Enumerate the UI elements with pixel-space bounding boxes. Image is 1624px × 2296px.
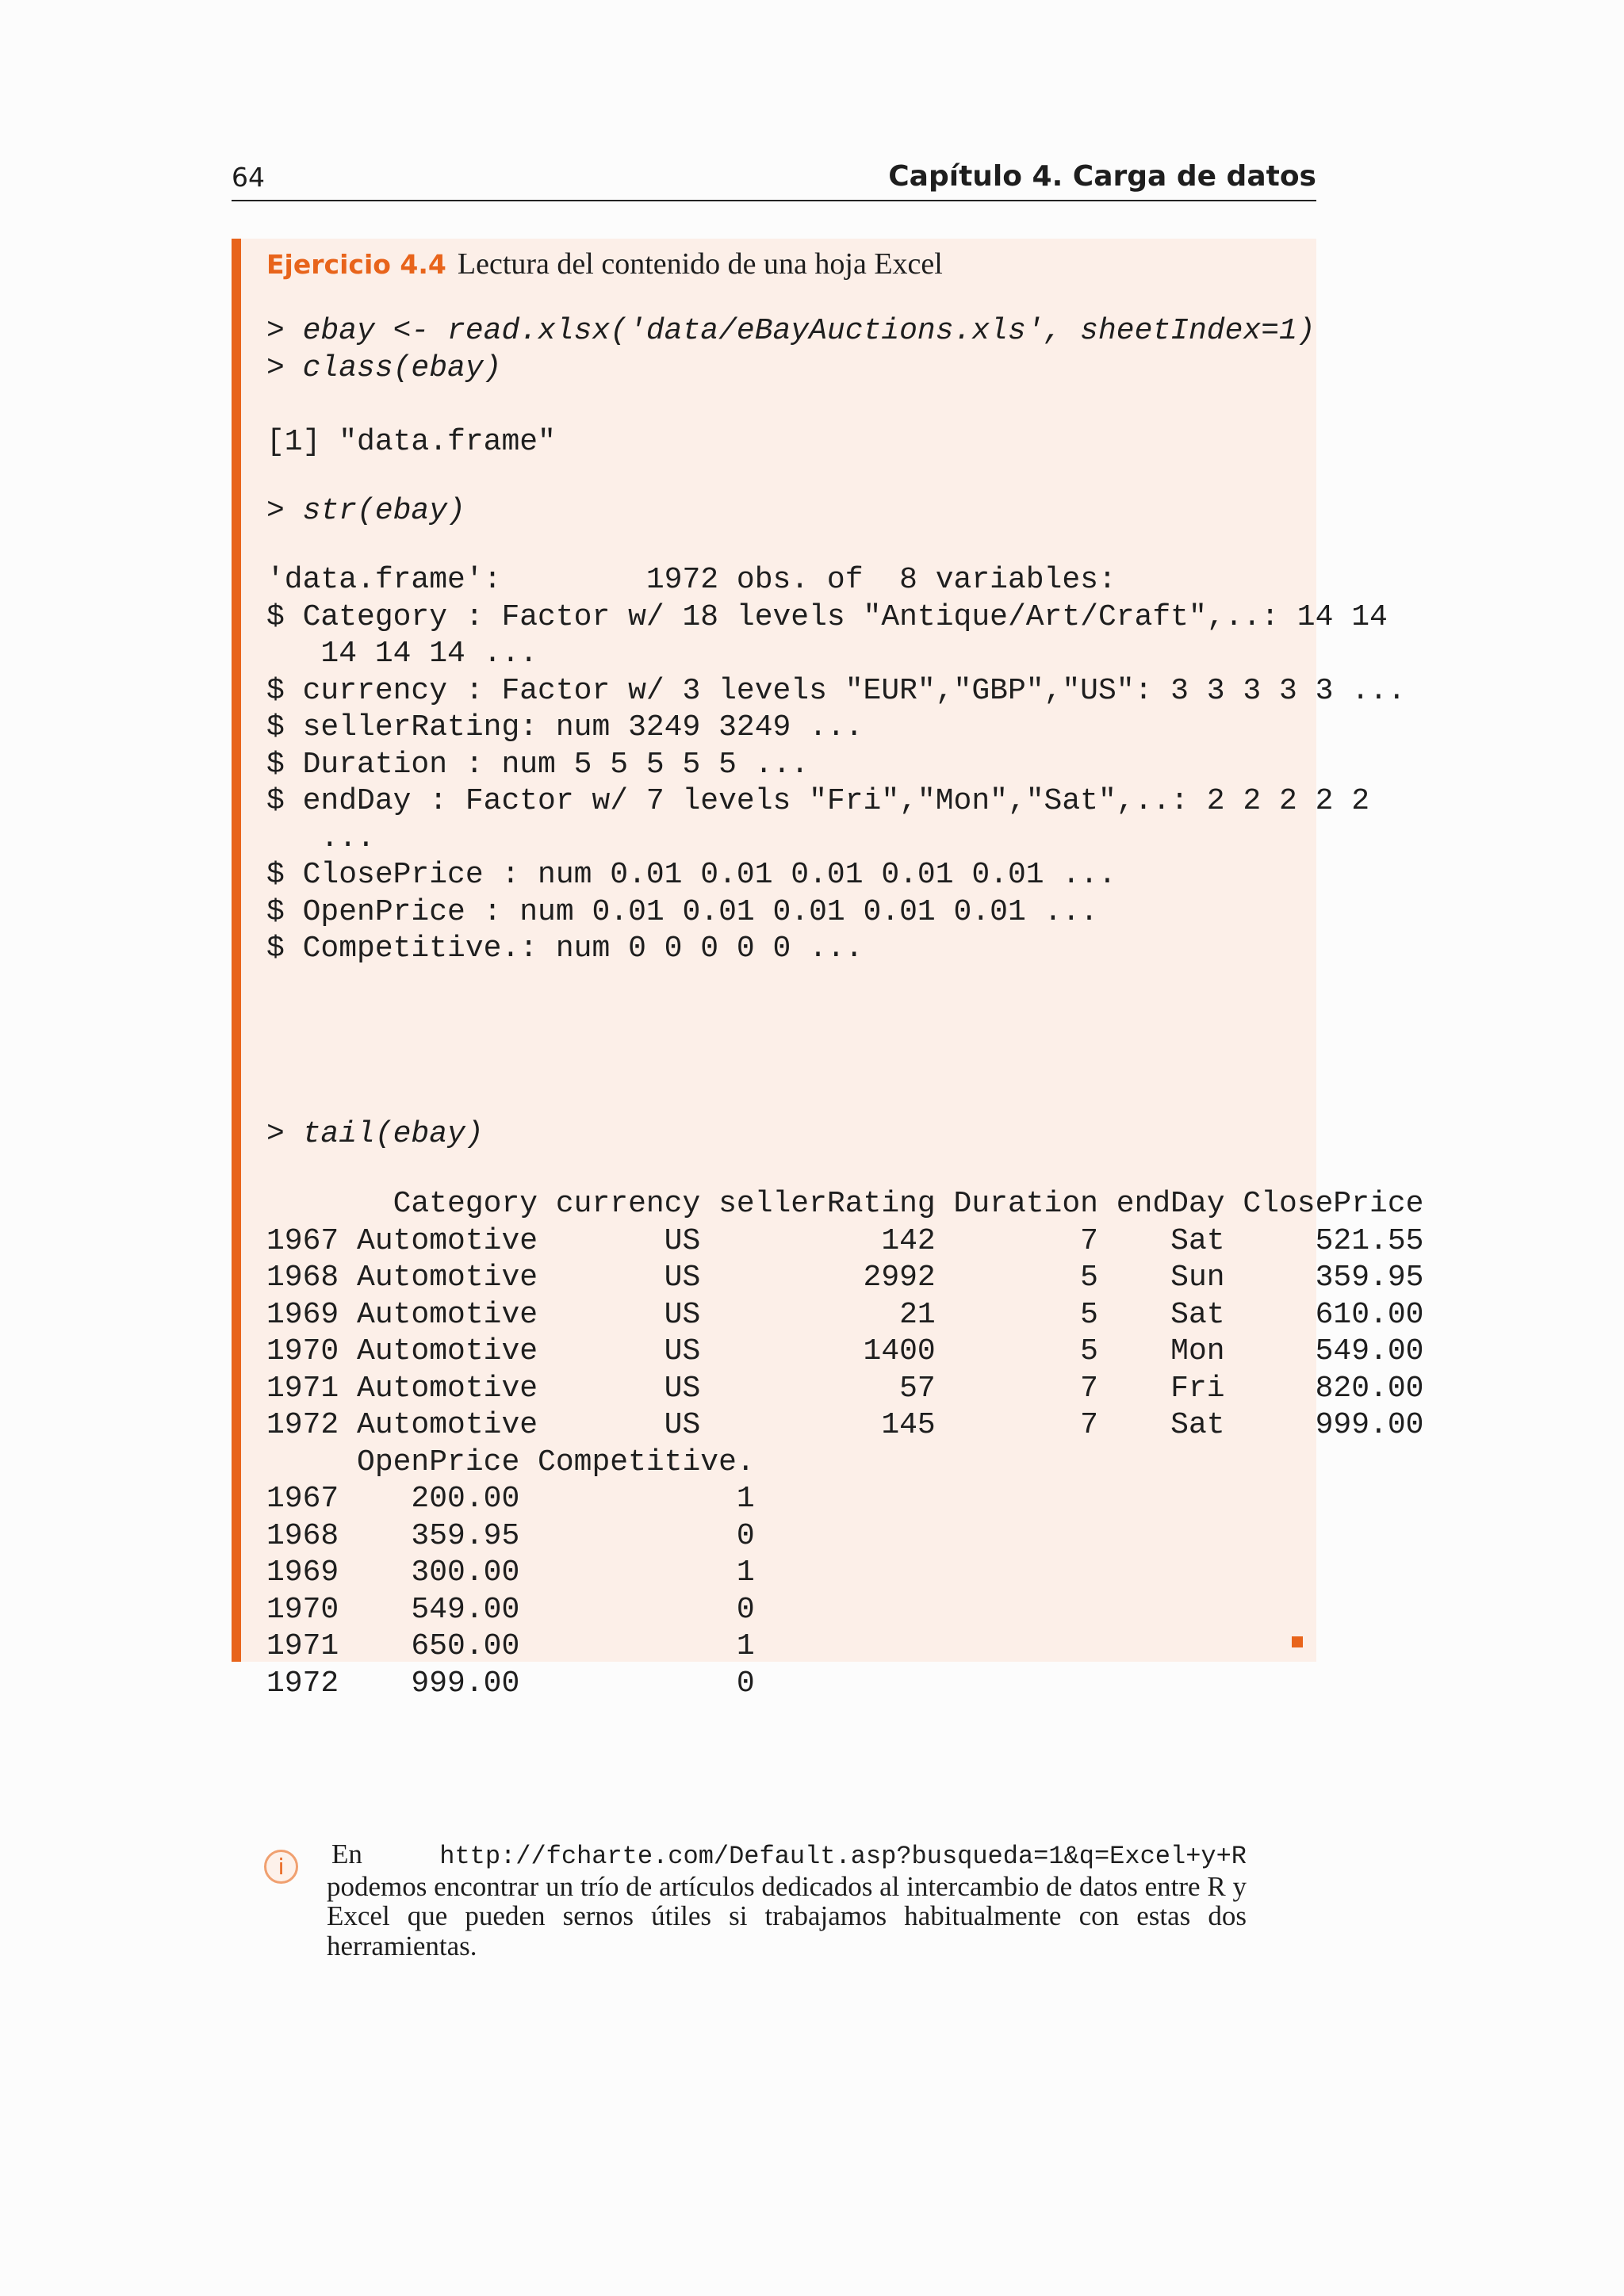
- chapter-title: Capítulo 4. Carga de datos: [888, 160, 1316, 193]
- code-output-tail: Category currency sellerRating Duration endDay ClosePrice 1967 Automotive US 142 7 Sat 521.55 1968 Automotive US 2992 5 Sun 359.95 1969 Automotive US 21 5 Sat 610.00 1970 Automotive US 1400 5 Mon 549.00 1971 Automotive US 57 7 Fri 820.00 1972 Automotive US 145 7 Sat 999.00 OpenPrice Competitive. 1967 200.00 1 1968 359.95 0 1969 300.00 1 1970 549.00 0 1971 650.00 1 1972 999.00 0: [266, 1187, 1424, 1701]
- code-output-class: [1] "data.frame": [266, 425, 556, 459]
- code-input-read-xlsx: > ebay <- read.xlsx('data/eBayAuctions.xls', sheetIndex=1) > class(ebay): [266, 314, 1316, 385]
- code-output-str: 'data.frame': 1972 obs. of 8 variables: $ Category : Factor w/ 18 levels "Antique/Art/Craft",..: 14 14 14 14 14 ... $ currency : Factor w/ 3 levels "EUR","GBP","US": 3 3 3 3 3 ... $ sellerRating: num 3249 3249 ... $ Duration : num 5 5 5 5 5 ... $ endDay : Factor w/ 7 levels "Fri","Mon","Sat",..: 2 2 2 2 2 ... $ ClosePrice : num 0.01 0.01 0.01 0.01 0.01 ... $ OpenPrice : num 0.01 0.01 0.01 0.01 0.01 ... $ Competitive.: num 0 0 0 0 0 ...: [266, 563, 1406, 966]
- code-input-tail: > tail(ebay): [266, 1117, 484, 1151]
- exercise-end-mark: [1292, 1636, 1303, 1647]
- note-text: [327, 1839, 1247, 1961]
- exercise-heading: [266, 247, 943, 281]
- header-rule: [232, 200, 1316, 201]
- exercise-label: Ejercicio 4.4: [266, 249, 446, 280]
- info-icon: i: [264, 1850, 298, 1884]
- note-url[interactable]: http://fcharte.com/Default.asp?busqueda=1&q=Excel+y+R: [439, 1842, 1247, 1871]
- exercise-title: Lectura del contenido de una hoja Excel: [457, 247, 943, 281]
- note-text-before: En: [331, 1839, 362, 1869]
- page-number: 64: [232, 162, 265, 193]
- note-text-after: podemos encontrar un trío de artículos dedicados al intercambio de datos entre R y Excel que pueden sernos útiles si trabajamos habitualmente con estas dos herramientas.: [327, 1870, 1247, 1961]
- code-input-str: > str(ebay): [266, 494, 465, 528]
- exercise-box: [232, 239, 1424, 1701]
